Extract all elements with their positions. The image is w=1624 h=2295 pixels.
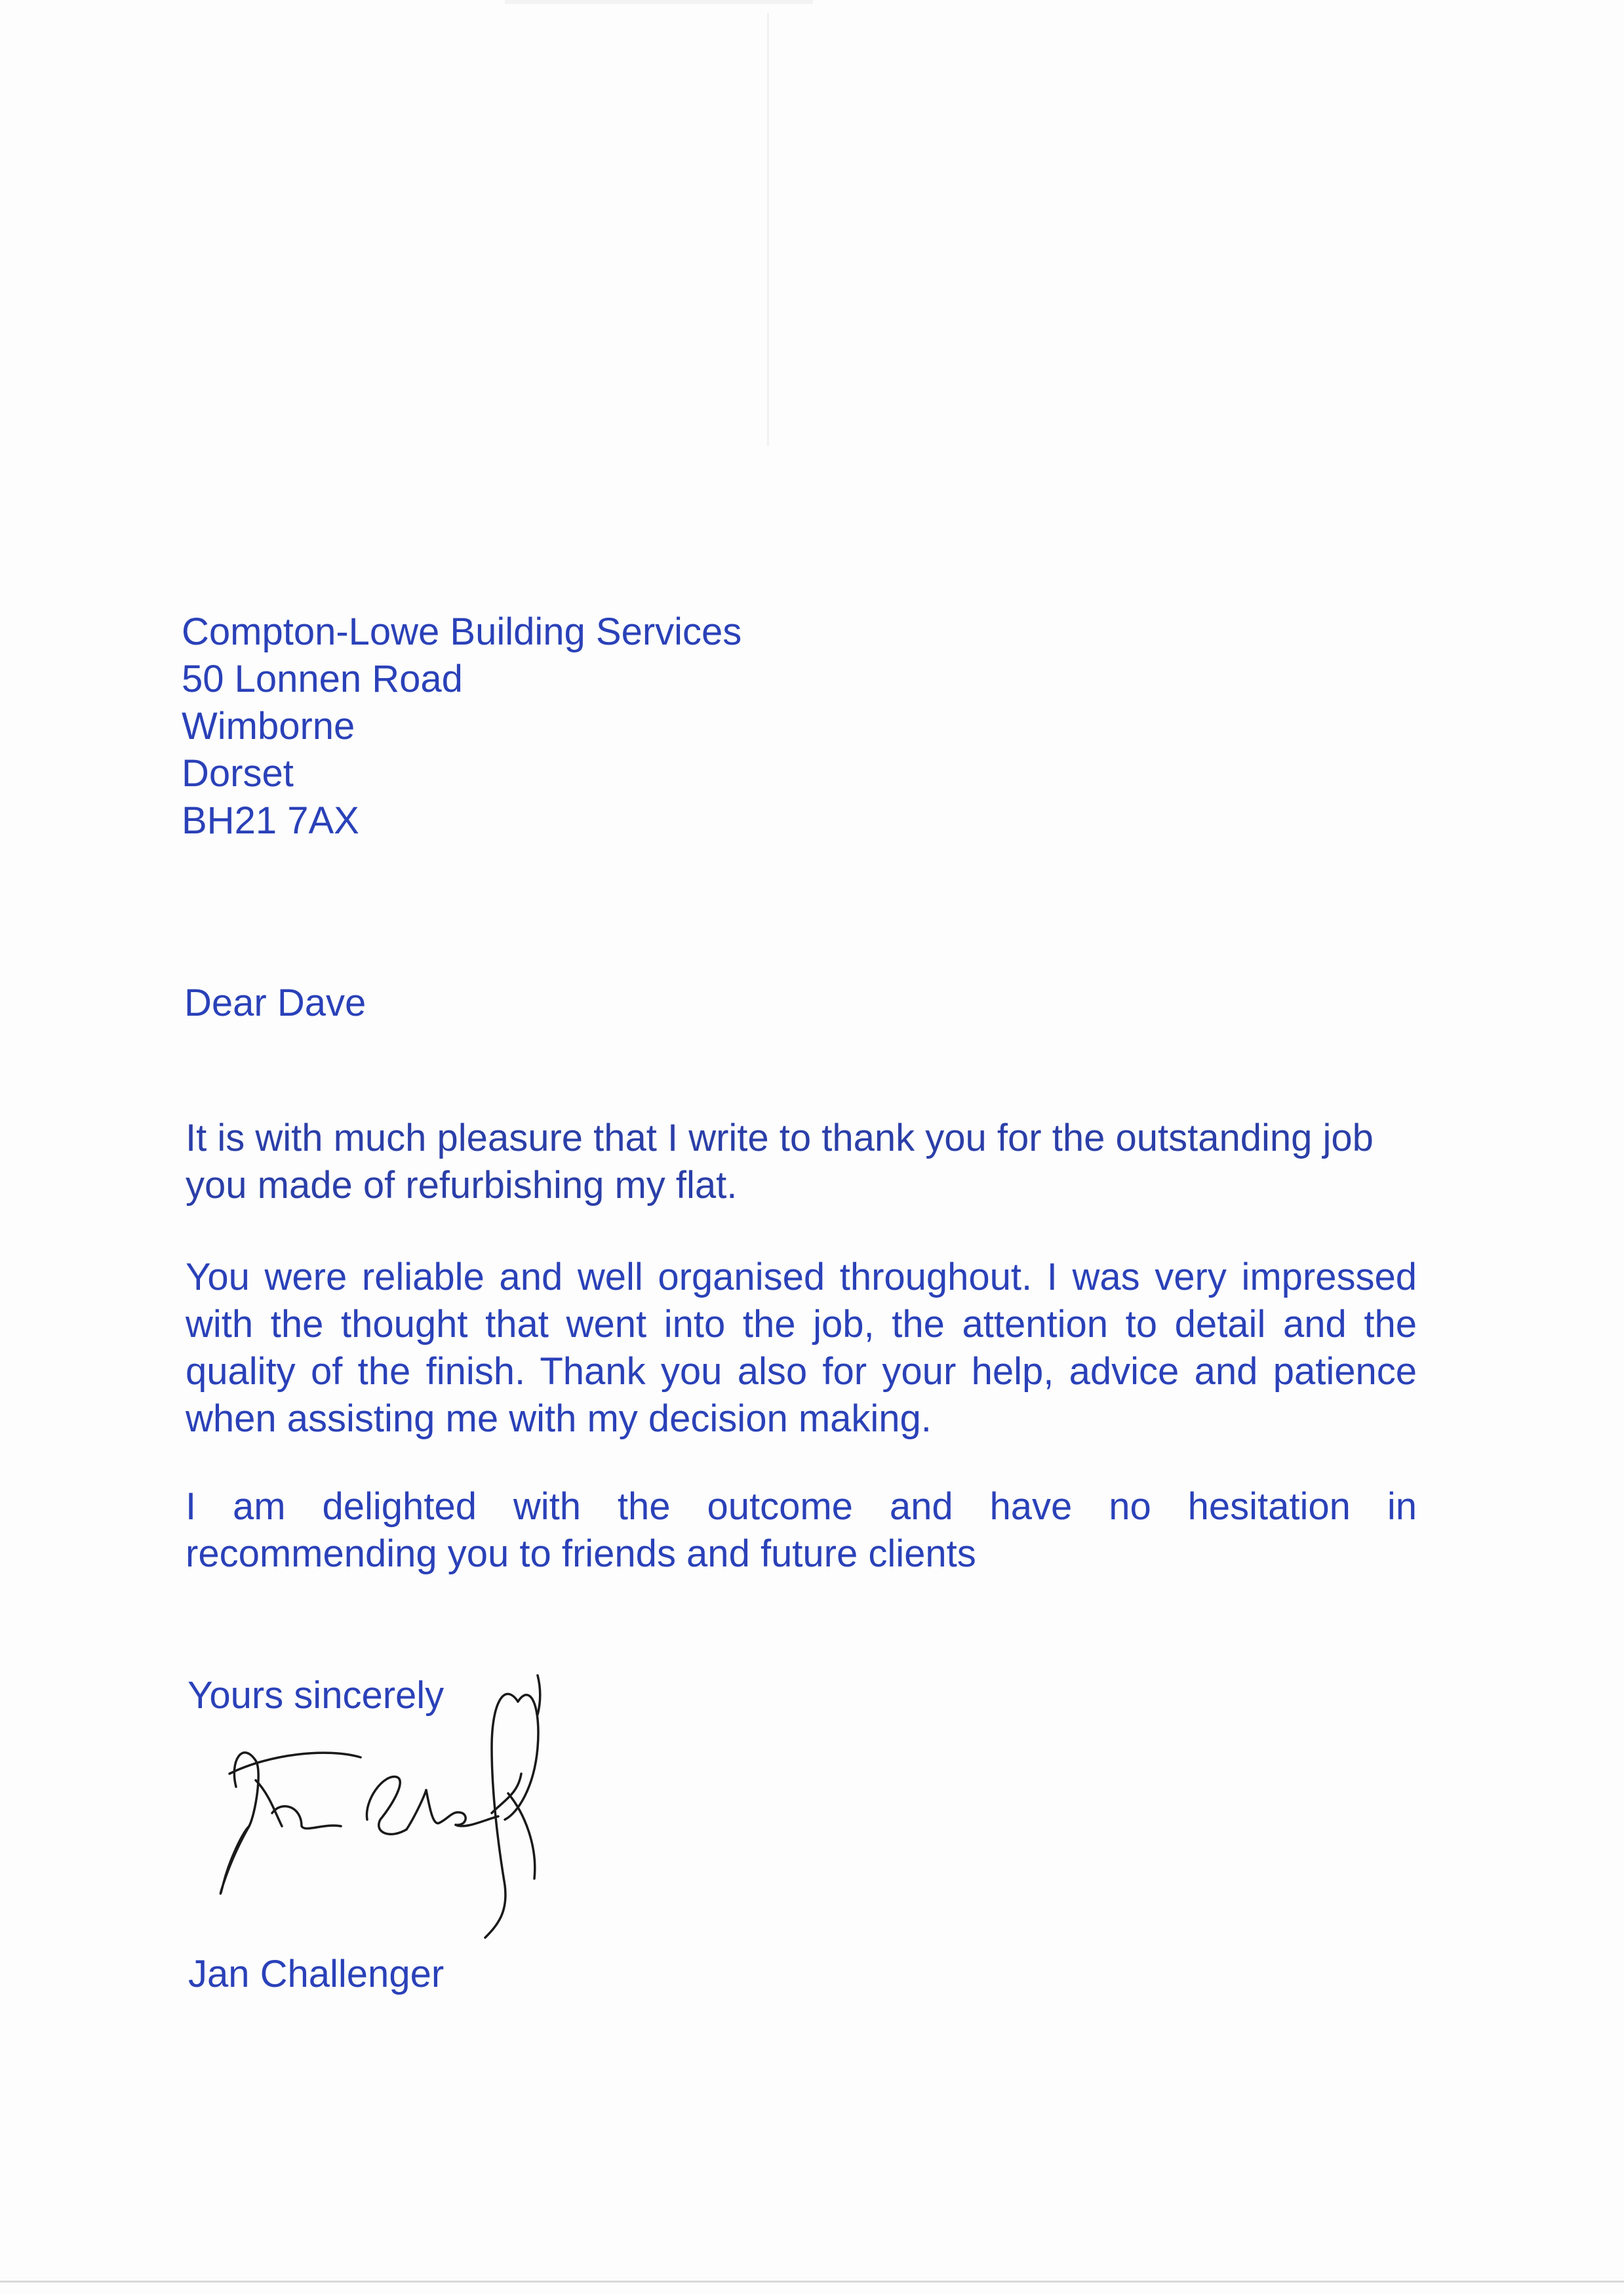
scan-artifact-top [505, 0, 813, 4]
address-line-company: Compton-Lowe Building Services [182, 610, 742, 653]
address-line-street: 50 Lonnen Road [182, 658, 463, 700]
closing: Yours sincerely [188, 1674, 445, 1717]
paragraph-line: when assisting me with my decision making. [186, 1397, 932, 1440]
paragraph-line: I am delighted with the outcome and have no hesitation in [186, 1485, 1417, 1528]
handwritten-signature [210, 1662, 629, 1957]
signer-name: Jan Challenger [188, 1953, 445, 1995]
page-bottom-edge [0, 2281, 1624, 2283]
paragraph-recommendation [186, 1483, 1417, 1578]
address-line-town: Wimborne [182, 705, 355, 748]
paragraph-thanks [186, 1115, 1417, 1209]
paragraph-line: You were reliable and well organised throughout. I was very impressed [186, 1256, 1417, 1298]
paragraph-line: with the thought that went into the job, the attention to detail and the [186, 1303, 1417, 1346]
paragraph-praise [186, 1254, 1417, 1443]
paragraph-line: recommending you to friends and future clients [186, 1532, 976, 1575]
paragraph-line: It is with much pleasure that I write to thank you for the outstanding job [186, 1117, 1374, 1159]
paragraph-line: you made of refurbishing my flat. [186, 1164, 738, 1207]
address-line-county: Dorset [182, 752, 294, 795]
recipient-address [182, 609, 742, 845]
address-line-postcode: BH21 7AX [182, 799, 359, 842]
scan-artifact-line [767, 13, 769, 446]
paragraph-line: quality of the finish. Thank you also for your help, advice and patience [186, 1350, 1417, 1393]
salutation: Dear Dave [184, 982, 366, 1024]
